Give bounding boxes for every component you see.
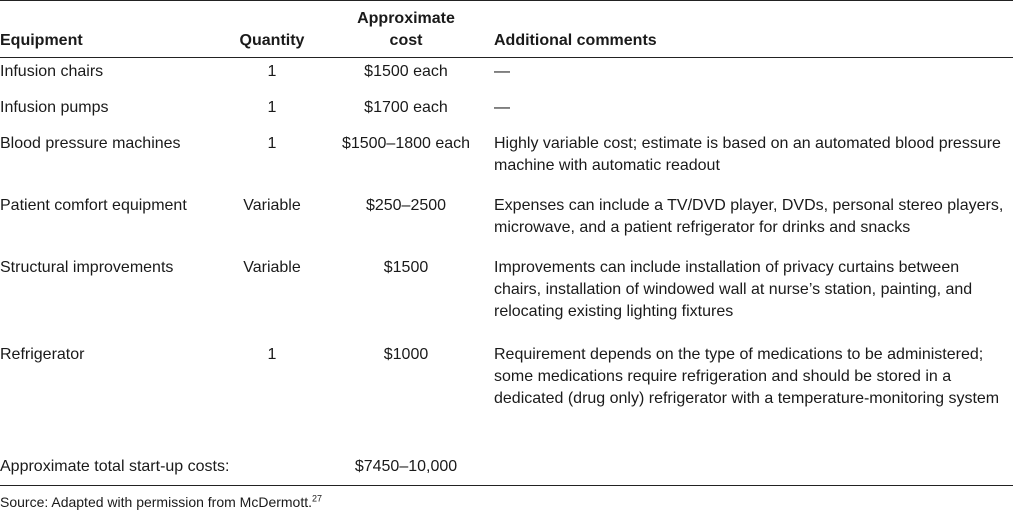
row-equipment: Infusion pumps [0, 99, 109, 116]
table-header [0, 6, 1013, 54]
table-top-rule [0, 0, 1013, 1]
row-quantity: 1 [267, 346, 277, 363]
table-bottom-rule [0, 485, 1013, 486]
source-ref: 27 [312, 493, 323, 504]
source-note [0, 493, 322, 511]
row-comments: — [494, 99, 510, 116]
row-cost: $1500–1800 each [341, 135, 471, 152]
row-equipment: Structural improvements [0, 259, 174, 276]
total-label: Approximate total start-up costs: [0, 458, 230, 475]
row-equipment: Infusion chairs [0, 63, 104, 80]
row-comments: Highly variable cost; estimate is based on an automated blood pressure machine with automatic readout [494, 135, 1001, 174]
header-cost-line2: cost [389, 32, 423, 49]
row-comments: Requirement depends on the type of medications to be administered; some medications require refrigeration and should be stored in a dedicated (drug only) refrigerator with a temperature-monitoring system [494, 346, 1000, 407]
row-quantity: 1 [267, 63, 277, 80]
header-quantity: Quantity [239, 32, 305, 49]
row-cost: $1500 each [364, 63, 448, 80]
row-equipment: Blood pressure machines [0, 135, 181, 152]
row-cost: $1700 each [364, 99, 448, 116]
row-comments: Expenses can include a TV/DVD player, DVDs, personal stereo players, microwave, and a patient refrigerator for drinks and snacks [494, 197, 1004, 236]
header-cost-line1: Approximate [357, 10, 455, 27]
row-cost: $1500 [383, 259, 429, 276]
header-rule [0, 57, 1013, 58]
row-quantity: 1 [267, 99, 277, 116]
row-quantity: Variable [243, 259, 301, 276]
total-value: $7450–10,000 [354, 458, 458, 475]
row-comments: — [494, 63, 510, 80]
source-text: Source: Adapted with permission from McDermott. [0, 494, 313, 510]
row-equipment: Patient comfort equipment [0, 197, 187, 214]
header-comments: Additional comments [494, 32, 657, 49]
row-cost: $250–2500 [365, 197, 447, 214]
row-quantity: Variable [243, 197, 301, 214]
header-cost [330, 8, 482, 52]
row-quantity: 1 [267, 135, 277, 152]
header-equipment: Equipment [0, 32, 83, 49]
row-comments: Improvements can include installation of privacy curtains between chairs, installation of windowed wall at nurse’s station, painting, and relocating existing lighting fixtures [494, 259, 973, 320]
row-equipment: Refrigerator [0, 346, 85, 363]
row-cost: $1000 [383, 346, 429, 363]
